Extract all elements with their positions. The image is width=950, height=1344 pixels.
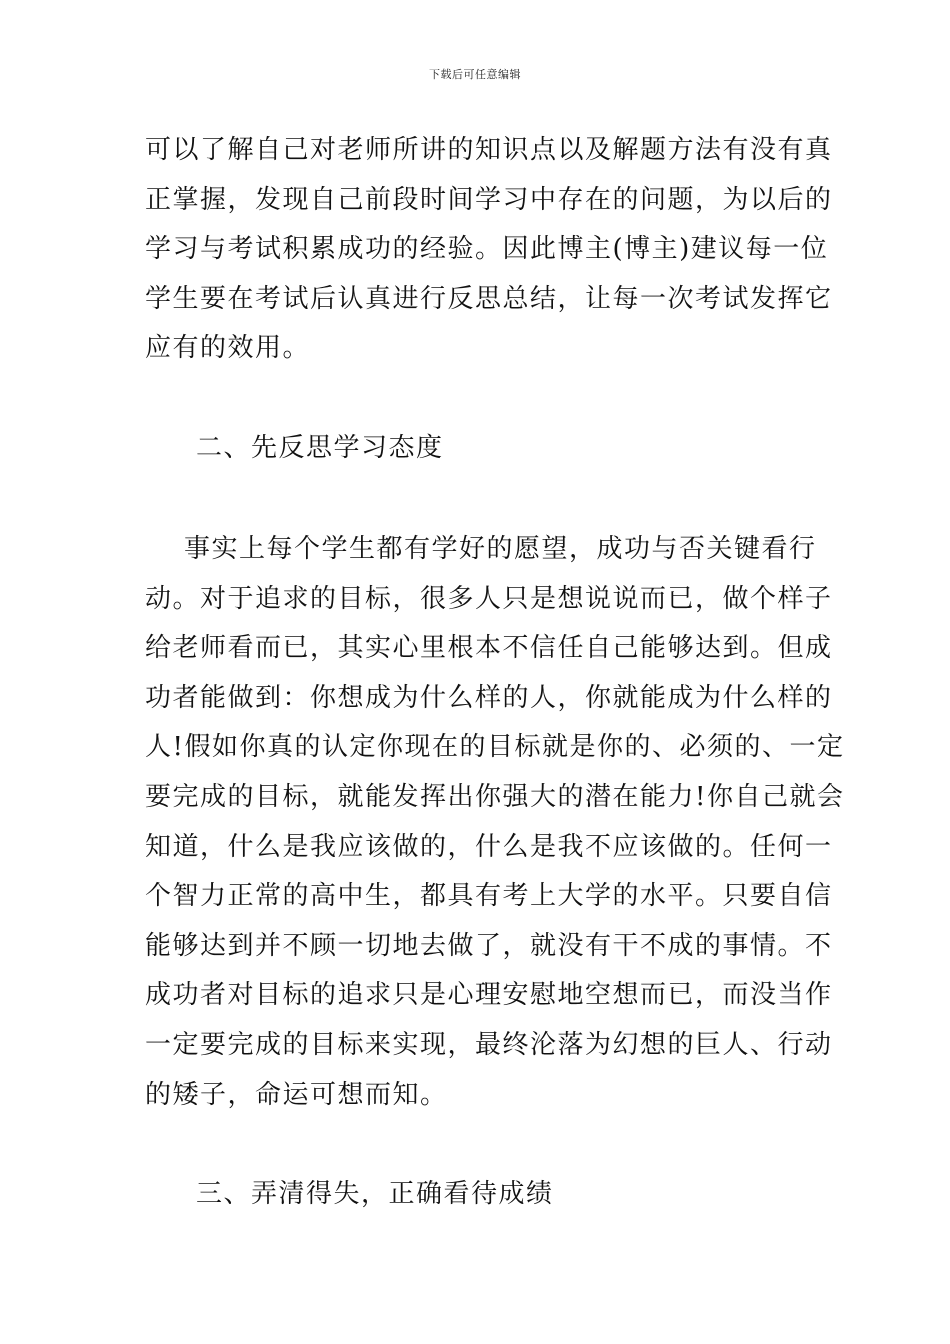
paragraph-line: 给老师看而已，其实心里根本不信任自己能够达到。但成 <box>145 633 833 664</box>
paragraph-attitude <box>145 525 845 1120</box>
paragraph-line: 事实上每个学生都有学好的愿望，成功与否关键看行 <box>145 534 817 564</box>
paragraph-line: 正掌握，发现自己前段时间学习中存在的问题，为以后的 <box>145 184 833 215</box>
paragraph-line: 学习与考试积累成功的经验。因此博主(博主)建议每一位 <box>145 234 829 265</box>
section-heading-results: 三、弄清得失，正确看待成绩 <box>196 1179 554 1209</box>
download-note: 下载后可任意编辑 <box>429 68 521 81</box>
paragraph-line: 应有的效用。 <box>145 333 311 364</box>
paragraph-line: 学生要在考试后认真进行反思总结，让每一次考试发挥它 <box>145 283 833 314</box>
paragraph-reflection-value <box>145 126 833 374</box>
paragraph-line: 要完成的目标，就能发挥出你强大的潜在能力!你自己就会 <box>145 781 845 812</box>
paragraph-line: 动。对于追求的目标，很多人只是想说说而已，做个样子 <box>145 583 833 614</box>
paragraph-line: 的矮子，命运可想而知。 <box>145 1079 448 1110</box>
paragraph-line: 知道，什么是我应该做的，什么是我不应该做的。任何一 <box>145 831 833 862</box>
paragraph-line: 能够达到并不顾一切地去做了，就没有干不成的事情。不 <box>145 930 833 961</box>
paragraph-line: 人!假如你真的认定你现在的目标就是你的、必须的、一定 <box>145 732 845 763</box>
paragraph-line: 成功者对目标的追求只是心理安慰地空想而已，而没当作 <box>145 980 833 1011</box>
paragraph-line: 可以了解自己对老师所讲的知识点以及解题方法有没有真 <box>145 135 833 165</box>
section-heading-attitude: 二、先反思学习态度 <box>196 433 444 463</box>
paragraph-line: 功者能做到：你想成为什么样的人，你就能成为什么样的 <box>145 682 833 713</box>
paragraph-line: 个智力正常的高中生，都具有考上大学的水平。只要自信 <box>145 881 833 912</box>
paragraph-line: 一定要完成的目标来实现，最终沦落为幻想的巨人、行动 <box>145 1029 833 1060</box>
